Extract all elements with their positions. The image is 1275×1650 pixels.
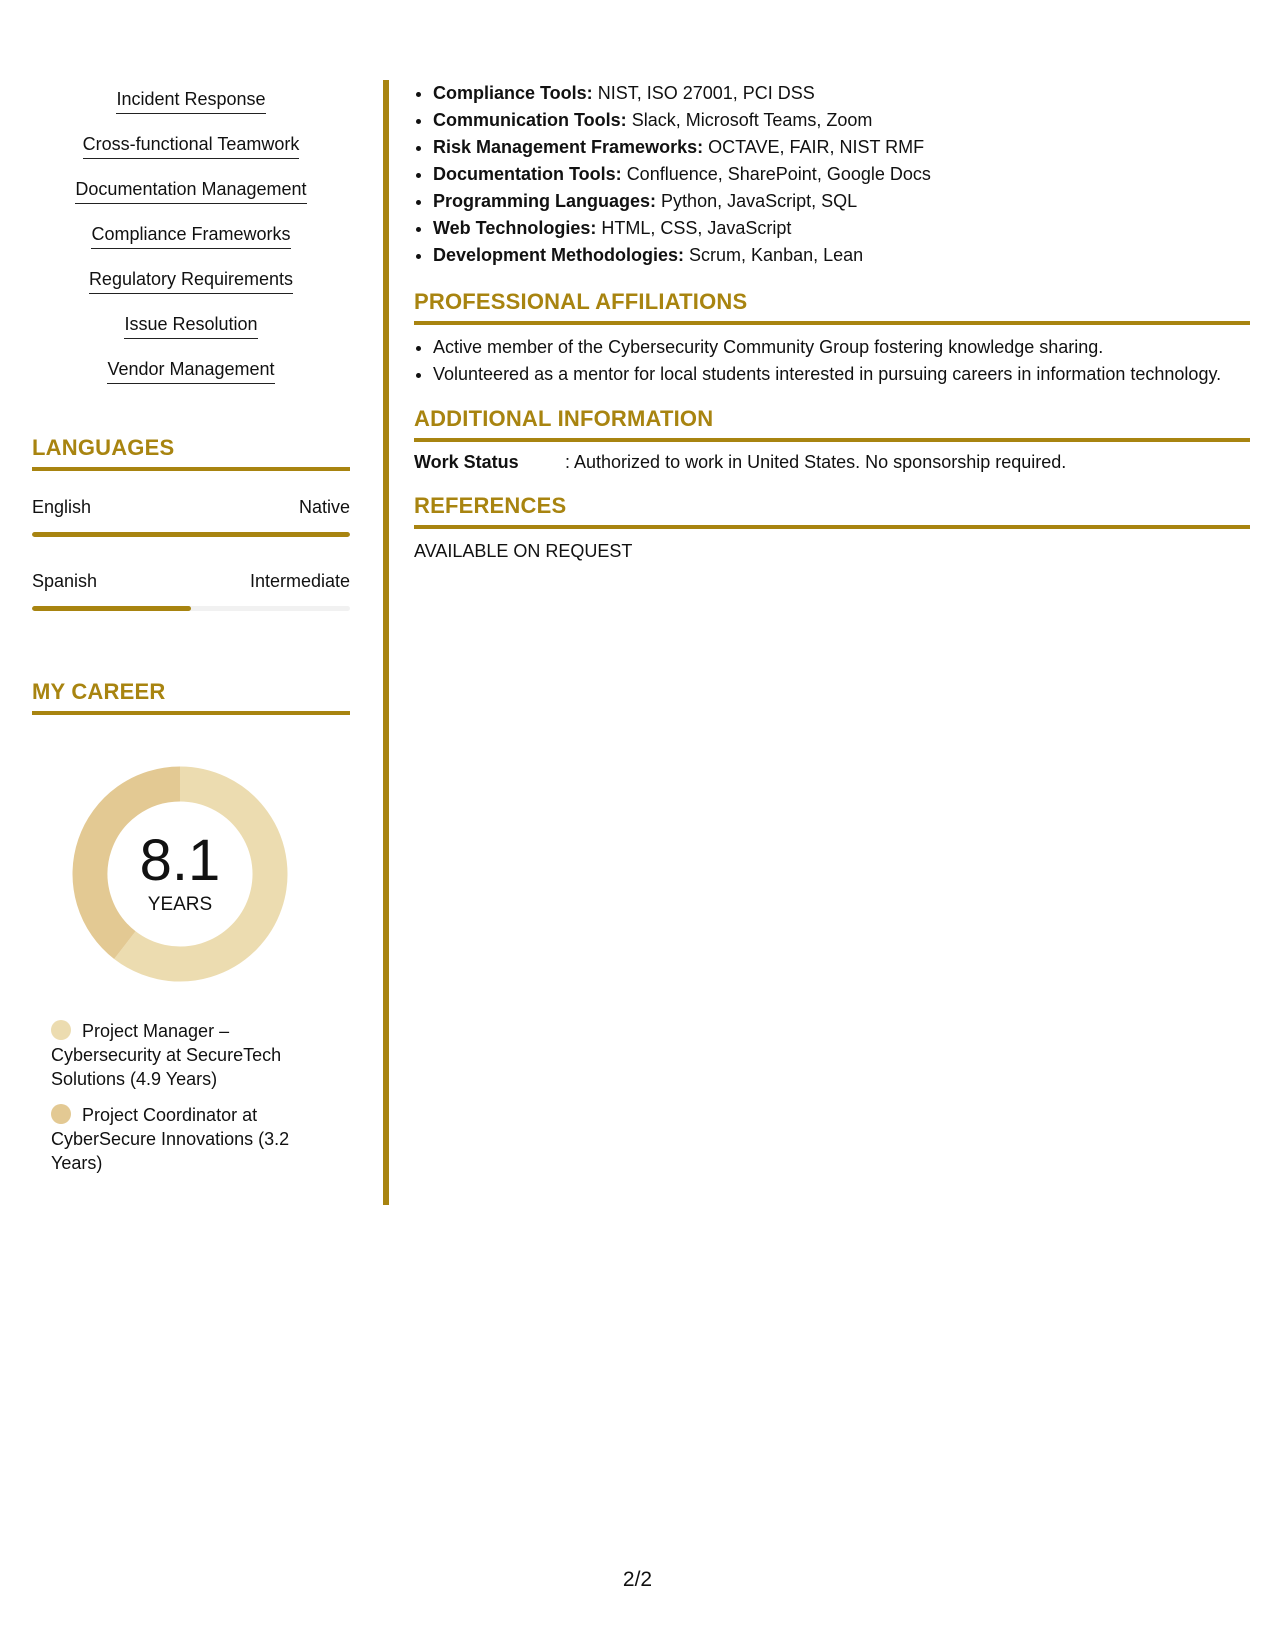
tool-value: Confluence, SharePoint, Google Docs: [626, 164, 931, 184]
left-column: [32, 80, 350, 1187]
language-bar: [32, 532, 350, 537]
references-title: REFERENCES: [414, 493, 1250, 529]
tool-label: Web Technologies:: [433, 218, 597, 238]
tools-list: [414, 80, 1250, 269]
work-status-value: : Authorized to work in United States. No sponsorship required.: [565, 452, 1067, 472]
skills-list: [32, 80, 350, 395]
affiliation-item: • Volunteered as a mentor for local students interested in pursuing careers in information technology.: [433, 362, 1250, 386]
language-item: [32, 497, 350, 537]
language-level: Intermediate: [249, 571, 350, 591]
skill-item: [32, 125, 350, 170]
skill-item: [32, 305, 350, 350]
legend-item: [51, 1103, 311, 1175]
tool-value: HTML, CSS, JavaScript: [601, 218, 792, 238]
additional-info-title: ADDITIONAL INFORMATION: [414, 406, 1250, 442]
tool-value: Slack, Microsoft Teams, Zoom: [631, 110, 873, 130]
skill-tag: Compliance Frameworks: [91, 224, 290, 249]
tool-value: Scrum, Kanban, Lean: [689, 245, 864, 265]
language-bar-fill: [32, 606, 191, 611]
references-text: AVAILABLE ON REQUEST: [414, 541, 633, 561]
languages-section: [32, 435, 350, 611]
tool-item: [433, 161, 1250, 188]
language-name: Spanish: [32, 571, 98, 591]
skill-tag: Cross-functional Teamwork: [83, 134, 300, 159]
skill-item: [32, 80, 350, 125]
affiliation-item: • Active member of the Cybersecurity Community Group fostering knowledge sharing.: [433, 335, 1250, 359]
total-years: 8.1: [139, 828, 221, 893]
column-divider: [383, 80, 389, 1205]
skill-tag: Regulatory Requirements: [89, 269, 293, 294]
tool-item: [433, 80, 1250, 107]
donut-center: [65, 759, 295, 989]
tool-label: Development Methodologies:: [433, 245, 685, 265]
skill-item: [32, 350, 350, 395]
languages-title: LANGUAGES: [32, 435, 350, 471]
legend-dot: [51, 1020, 71, 1040]
tool-label: Programming Languages:: [433, 191, 657, 211]
career-legend: [51, 1019, 311, 1175]
skill-tag: Incident Response: [116, 89, 265, 114]
right-column: [414, 80, 1250, 562]
affiliations-title: PROFESSIONAL AFFILIATIONS: [414, 289, 1250, 325]
tool-item: [433, 188, 1250, 215]
legend-item: [51, 1019, 311, 1091]
tool-item: [433, 107, 1250, 134]
tool-item: [433, 215, 1250, 242]
tool-value: Python, JavaScript, SQL: [661, 191, 858, 211]
legend-label: Project Coordinator at CyberSecure Innovations (3.2 Years): [51, 1105, 290, 1173]
affiliations-list: [414, 335, 1250, 386]
tool-label: Communication Tools:: [433, 110, 627, 130]
skill-item: [32, 260, 350, 305]
skill-tag: Issue Resolution: [124, 314, 257, 339]
page-number: 2/2: [622, 1568, 653, 1591]
career-section: [32, 679, 350, 1175]
work-status-row: [414, 452, 1250, 473]
career-title: MY CAREER: [32, 679, 350, 715]
tool-label: Documentation Tools:: [433, 164, 622, 184]
tool-item: [433, 134, 1250, 161]
tool-label: Compliance Tools:: [433, 83, 593, 103]
skill-tag: Vendor Management: [107, 359, 274, 384]
tool-value: NIST, ISO 27001, PCI DSS: [597, 83, 815, 103]
legend-dot: [51, 1104, 71, 1124]
work-status-label: Work Status: [414, 452, 519, 472]
skill-item: [32, 170, 350, 215]
skill-tag: Documentation Management: [75, 179, 306, 204]
years-unit: YEARS: [147, 894, 213, 915]
language-item: [32, 571, 350, 611]
language-bar: [32, 606, 350, 611]
tool-label: Risk Management Frameworks:: [433, 137, 704, 157]
language-name: English: [32, 497, 92, 517]
language-bar-fill: [32, 532, 350, 537]
tool-value: OCTAVE, FAIR, NIST RMF: [708, 137, 925, 157]
tool-item: [433, 242, 1250, 269]
legend-label: Project Manager – Cybersecurity at SecureTech Solutions (4.9 Years): [51, 1021, 282, 1089]
career-donut-chart: [65, 759, 295, 989]
skill-item: [32, 215, 350, 260]
language-level: Native: [298, 497, 350, 517]
